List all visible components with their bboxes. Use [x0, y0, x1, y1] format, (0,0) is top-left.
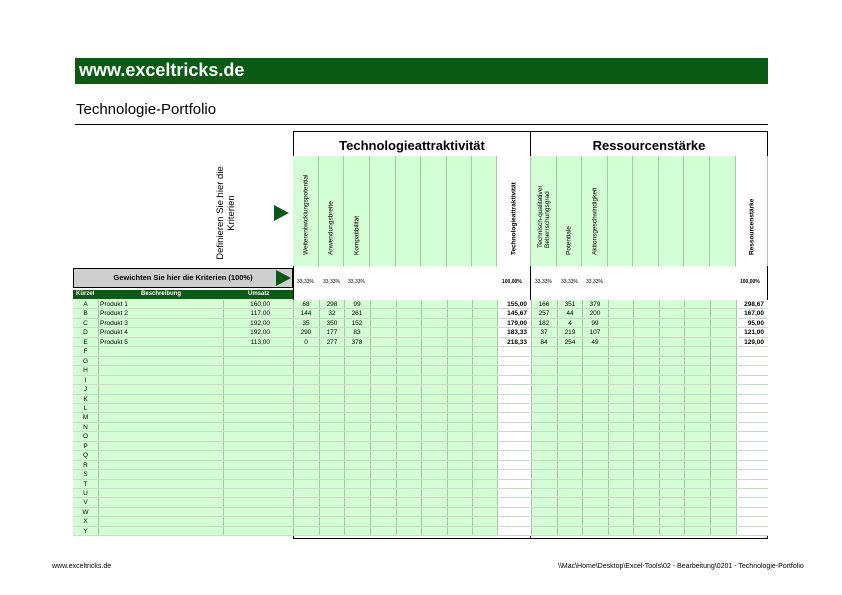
cell-kuerzel[interactable]: E: [83, 338, 88, 346]
cell-res-2[interactable]: 351: [564, 301, 576, 308]
cell-attr-3[interactable]: 378: [351, 338, 363, 346]
cell-attr-3[interactable]: 83: [353, 329, 361, 337]
attr-total-header[interactable]: [497, 156, 531, 266]
cell-res-3[interactable]: 99: [591, 319, 599, 327]
res-criterion-2-label: Potentiale: [565, 226, 573, 255]
col-kuerzel: Kürzel: [76, 291, 95, 297]
cell-attr-2[interactable]: 32: [328, 310, 336, 318]
cell-res-2[interactable]: 254: [564, 338, 576, 346]
res-criterion-4[interactable]: [608, 156, 633, 266]
cell-res-2[interactable]: 44: [566, 310, 574, 318]
cell-umsatz[interactable]: 117,00: [250, 310, 270, 318]
attr-criterion-6[interactable]: [421, 156, 447, 266]
cell-kuerzel[interactable]: N: [83, 423, 88, 431]
cell-kuerzel[interactable]: D: [83, 329, 88, 337]
weight-attr-3[interactable]: 33,33%: [348, 279, 365, 285]
weight-res-2[interactable]: 33,33%: [561, 279, 578, 285]
cell-res-1[interactable]: 257: [538, 310, 550, 318]
table-row: [73, 517, 768, 527]
table-row: [73, 395, 768, 405]
cell-attr-2[interactable]: 298: [326, 301, 338, 308]
cell-kuerzel[interactable]: I: [84, 376, 87, 384]
cell-kuerzel[interactable]: R: [83, 461, 88, 469]
cell-kuerzel[interactable]: G: [82, 357, 89, 365]
attr-criterion-8[interactable]: [472, 156, 497, 266]
cell-attr-total[interactable]: 179,00: [507, 319, 527, 327]
attractiveness-title: Technologieattraktivität: [339, 138, 485, 153]
table-row: [73, 413, 768, 423]
attr-criterion-1[interactable]: [293, 156, 319, 266]
site-banner: [75, 58, 768, 84]
table-row: [73, 319, 768, 329]
weight-attr-total[interactable]: 100,00%: [502, 279, 522, 285]
cell-res-total[interactable]: 129,00: [744, 338, 764, 346]
cell-attr-total[interactable]: 183,33: [507, 329, 527, 337]
site-name: www.exceltricks.de: [79, 60, 245, 80]
cell-res-1[interactable]: 37: [540, 329, 548, 337]
footer-site: www.exceltricks.de: [52, 563, 112, 570]
table-row: [73, 451, 768, 461]
cell-res-1[interactable]: 182: [538, 319, 550, 327]
cell-attr-1[interactable]: 144: [300, 310, 312, 318]
table-row: [73, 366, 768, 376]
page-title: Technologie-Portfolio: [76, 101, 217, 118]
attr-criterion-3-label: Kompatibilität: [353, 215, 360, 255]
cell-kuerzel[interactable]: O: [82, 433, 89, 441]
cell-beschreibung[interactable]: Produkt 3: [100, 319, 128, 327]
table-header: [73, 290, 293, 299]
cell-attr-total[interactable]: 155,00: [507, 301, 527, 308]
table-row: [73, 489, 768, 499]
weight-res-total[interactable]: 100,00%: [740, 279, 760, 285]
cell-kuerzel[interactable]: J: [83, 386, 88, 394]
cell-umsatz[interactable]: 113,00: [250, 338, 270, 346]
res-criterion-8[interactable]: [710, 156, 736, 266]
table-row: [73, 432, 768, 442]
table-row: [73, 404, 768, 414]
cell-res-total[interactable]: 167,00: [744, 310, 764, 318]
attr-criterion-2[interactable]: [319, 156, 344, 266]
define-criteria-label: Definieren Sie hier die Kriterien: [214, 165, 237, 260]
weight-res-3[interactable]: 33,33%: [586, 279, 603, 285]
cell-attr-3[interactable]: 152: [351, 319, 363, 327]
cell-attr-3[interactable]: 261: [351, 310, 363, 318]
cell-beschreibung[interactable]: Produkt 4: [100, 329, 128, 337]
cell-kuerzel[interactable]: C: [83, 319, 88, 327]
cell-res-1[interactable]: 166: [538, 301, 550, 308]
attr-criterion-5[interactable]: [396, 156, 421, 266]
col-umsatz: Umsatz: [248, 291, 270, 297]
cell-kuerzel[interactable]: V: [83, 499, 88, 507]
res-criterion-7[interactable]: [684, 156, 710, 266]
define-arrow-icon: [274, 205, 289, 221]
cell-beschreibung[interactable]: Produkt 1: [100, 301, 128, 308]
res-total-header[interactable]: [736, 156, 768, 266]
cell-kuerzel[interactable]: L: [83, 404, 88, 412]
weight-attr-2[interactable]: 33,33%: [323, 279, 340, 285]
cell-kuerzel[interactable]: T: [83, 480, 88, 488]
table-row: [73, 385, 768, 395]
cell-attr-2[interactable]: 277: [326, 338, 338, 346]
cell-umsatz[interactable]: 160,00: [250, 301, 270, 308]
table-row: [73, 357, 768, 367]
cell-kuerzel[interactable]: U: [83, 490, 88, 497]
cell-res-total[interactable]: 95,00: [747, 319, 764, 327]
col-beschreibung: Beschreibung: [141, 291, 182, 297]
res-criterion-6[interactable]: [659, 156, 684, 266]
cell-res-3[interactable]: 379: [589, 301, 601, 308]
cell-kuerzel[interactable]: Q: [82, 452, 89, 460]
table-row: [73, 508, 768, 518]
cell-res-total[interactable]: 121,00: [744, 329, 764, 337]
table-row: [73, 480, 768, 490]
attr-criterion-2-label: Anwendungsbreite: [327, 201, 335, 255]
cell-res-total[interactable]: 298,67: [744, 301, 764, 308]
cell-beschreibung[interactable]: Produkt 2: [100, 310, 128, 318]
cell-umsatz[interactable]: 192,00: [250, 329, 270, 337]
cell-kuerzel[interactable]: S: [83, 471, 88, 479]
resources-title: Ressourcenstärke: [592, 138, 706, 153]
cell-attr-total[interactable]: 145,67: [507, 310, 527, 318]
cell-attr-2[interactable]: 177: [326, 329, 338, 337]
cell-attr-total[interactable]: 218,33: [507, 338, 527, 346]
cell-kuerzel[interactable]: A: [83, 301, 88, 308]
cell-attr-1[interactable]: 290: [300, 329, 312, 337]
table-row: [73, 328, 768, 338]
title-divider: [75, 124, 768, 125]
cell-beschreibung[interactable]: Produkt 5: [100, 338, 128, 346]
footer-path: \\Mac\Home\Desktop\Excel-Tools\02 - Bearbeitung\0201 - Technologie-Portfolio: [558, 563, 804, 570]
res-criterion-3[interactable]: [582, 156, 608, 266]
table-row: [73, 423, 768, 433]
cell-kuerzel[interactable]: X: [83, 518, 88, 526]
weights-arrow-icon: [276, 270, 291, 286]
attr-total-header-label: Technologieattraktivität: [510, 182, 517, 255]
table-row: [73, 300, 768, 310]
cell-kuerzel[interactable]: B: [83, 310, 88, 318]
cell-umsatz[interactable]: 192,00: [250, 319, 270, 327]
table-row: [73, 527, 768, 537]
res-criterion-5[interactable]: [633, 156, 659, 266]
weight-res-1[interactable]: 33,33%: [535, 279, 552, 285]
cell-attr-3[interactable]: 99: [353, 301, 361, 308]
cell-attr-1[interactable]: 0: [304, 338, 308, 346]
cell-res-2[interactable]: 4: [568, 319, 572, 327]
cell-kuerzel[interactable]: H: [83, 367, 88, 375]
cell-res-1[interactable]: 84: [540, 338, 548, 346]
cell-attr-1[interactable]: 35: [302, 319, 310, 327]
cell-kuerzel[interactable]: F: [83, 348, 88, 356]
attr-criterion-4[interactable]: [370, 156, 396, 266]
res-criterion-1[interactable]: [531, 156, 557, 266]
table-row: [73, 442, 768, 452]
cell-attr-2[interactable]: 350: [326, 319, 338, 327]
cell-kuerzel[interactable]: Y: [83, 527, 88, 535]
table-row: [73, 309, 768, 319]
table-row: [73, 338, 768, 348]
table-row: [73, 498, 768, 508]
attr-criterion-7[interactable]: [447, 156, 472, 266]
res-criterion-3-label: Aktionsgeschwindigkeit: [591, 187, 598, 255]
cell-kuerzel[interactable]: K: [83, 395, 88, 403]
cell-kuerzel[interactable]: P: [83, 442, 88, 450]
table-row: [73, 470, 768, 480]
cell-attr-1[interactable]: 68: [302, 301, 310, 308]
table-row: [73, 461, 768, 471]
res-criterion-1-label: Technisch-qualitativer Beherrschungsgrad: [536, 185, 551, 248]
cell-kuerzel[interactable]: M: [82, 414, 89, 422]
table-row: [73, 376, 768, 386]
attr-criterion-3[interactable]: [344, 156, 370, 266]
res-total-header-label: Ressourcenstärke: [748, 198, 755, 255]
cell-res-3[interactable]: 107: [589, 329, 601, 337]
attr-criterion-1-label: Weiterentwicklungspotential: [302, 174, 309, 255]
weights-label: Gewichten Sie hier die Kriterien (100%): [73, 268, 293, 288]
res-criterion-2[interactable]: [557, 156, 582, 266]
cell-res-2[interactable]: 219: [564, 329, 576, 337]
cell-kuerzel[interactable]: W: [82, 508, 89, 516]
cell-res-3[interactable]: 200: [589, 310, 601, 318]
weight-attr-1[interactable]: 33,33%: [297, 279, 314, 285]
cell-res-3[interactable]: 49: [591, 338, 599, 346]
table-row: [73, 347, 768, 357]
